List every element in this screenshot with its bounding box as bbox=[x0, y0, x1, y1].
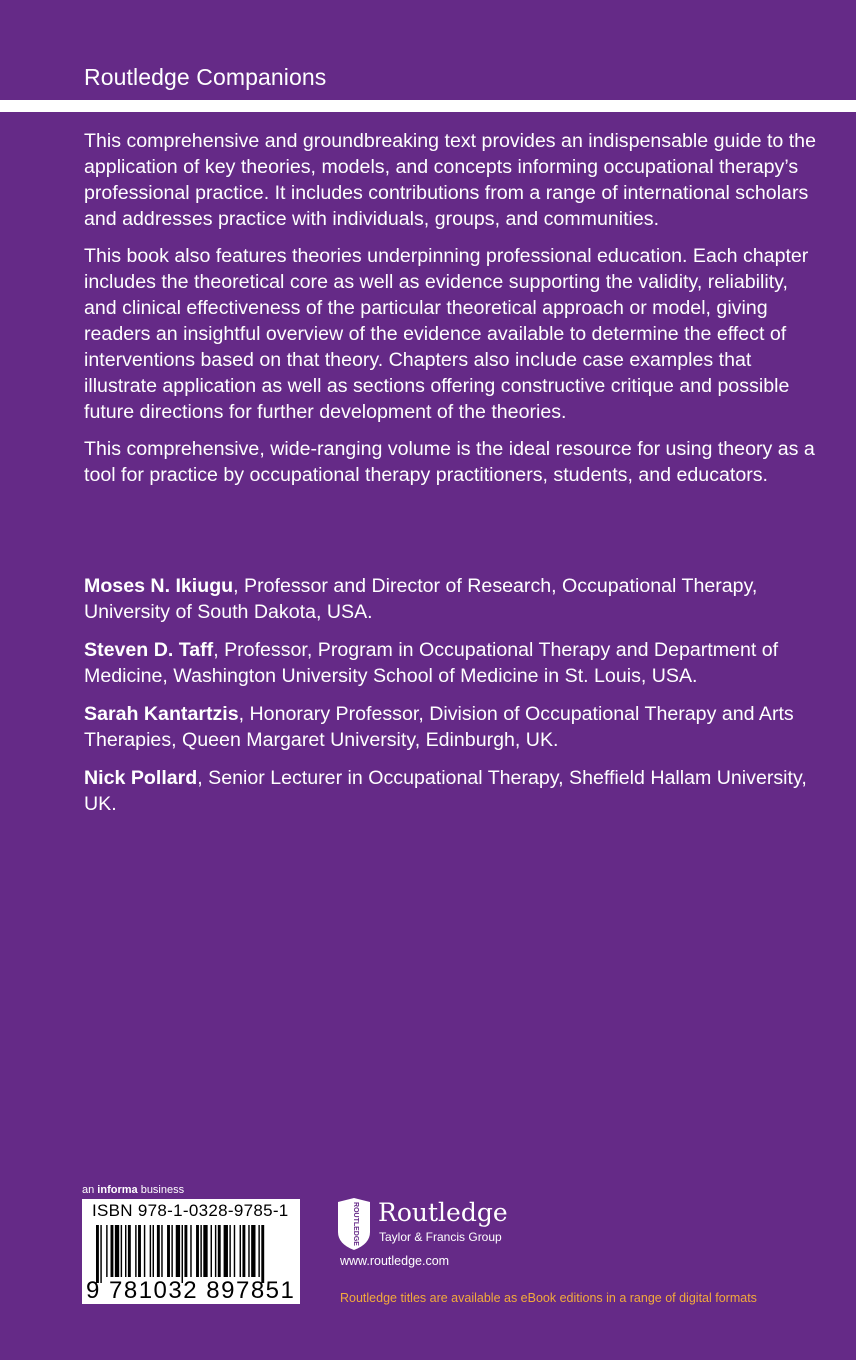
publisher-name: Routledge bbox=[378, 1198, 508, 1227]
author-name: Sarah Kantartzis bbox=[84, 703, 239, 725]
barcode-bar bbox=[96, 1225, 99, 1283]
barcode-bar bbox=[138, 1225, 141, 1277]
barcode-bar bbox=[128, 1225, 131, 1277]
barcode-bar bbox=[125, 1225, 126, 1277]
blurb bbox=[84, 128, 824, 499]
blurb-paragraph: This comprehensive and groundbreaking text provides an indispensable guide to the application of key theories, models, and concepts informing occupational therapy’s professional practice. It includes contributions from a range of international scholars and addresses practice with individuals, groups, and communities. bbox=[84, 130, 816, 230]
barcode-bar bbox=[261, 1225, 264, 1283]
series-name: Routledge Companions bbox=[84, 64, 327, 90]
barcode-bar bbox=[203, 1225, 207, 1277]
barcode-bar bbox=[242, 1225, 245, 1277]
barcode-bar bbox=[150, 1225, 151, 1277]
barcode-bar bbox=[100, 1225, 101, 1283]
author-entry bbox=[84, 765, 824, 817]
barcode-bar bbox=[121, 1225, 122, 1277]
barcode-bar bbox=[144, 1225, 145, 1277]
routledge-vertical-mark: ROUTLEDGE bbox=[352, 1202, 359, 1246]
publisher-group: Taylor & Francis Group bbox=[379, 1230, 502, 1244]
author-name: Nick Pollard bbox=[84, 767, 198, 789]
barcode-bar bbox=[153, 1225, 154, 1277]
barcode-bar bbox=[167, 1225, 170, 1277]
author-name: Moses N. Ikiugu bbox=[84, 575, 234, 597]
blurb-paragraph: This comprehensive, wide-ranging volume is the ideal resource for using theory as a tool for practice by occupational therapy practitioners, students, and educators. bbox=[84, 438, 815, 486]
barcode-bar bbox=[106, 1225, 107, 1277]
routledge-mark-icon bbox=[334, 1198, 374, 1250]
isbn-number: ISBN 978-1-0328-9785-1 bbox=[92, 1201, 289, 1220]
barcode-bar bbox=[176, 1225, 180, 1277]
barcode-bar bbox=[196, 1225, 199, 1277]
barcode-bar bbox=[200, 1225, 201, 1277]
author-entry bbox=[84, 637, 824, 689]
barcode-bar bbox=[229, 1225, 230, 1277]
barcode-bar bbox=[161, 1225, 162, 1277]
author-bio: , Senior Lecturer in Occupational Therapy, Sheffield Hallam University, UK. bbox=[84, 767, 807, 815]
barcode-bar bbox=[224, 1225, 228, 1277]
isbn-barcode bbox=[82, 1199, 300, 1304]
author-entry bbox=[84, 573, 824, 625]
barcode-bar bbox=[218, 1225, 221, 1277]
barcode-bar bbox=[111, 1225, 114, 1277]
author-bio: , Professor, Program in Occupational Therapy and Department of Medicine, Washington University School of Medicine in St. Louis, USA. bbox=[84, 639, 779, 687]
author-bio: , Professor and Director of Research, Occupational Therapy, University of South Dakota, USA. bbox=[84, 575, 758, 623]
barcode-digits: 9 781032 897851 bbox=[86, 1277, 296, 1304]
ebook-note: Routledge titles are available as eBook editions in a range of digital formats bbox=[340, 1291, 757, 1305]
barcode-bar bbox=[135, 1225, 136, 1277]
barcode-bar bbox=[215, 1225, 216, 1277]
informa-business-line: an informa business bbox=[82, 1184, 185, 1196]
author-list bbox=[84, 573, 824, 829]
informa-logo: informa bbox=[97, 1184, 138, 1196]
barcode-bar bbox=[190, 1225, 191, 1277]
white-rule bbox=[0, 100, 856, 112]
blurb-paragraph: This book also features theories underpinning professional education. Each chapter includes the theoretical core as well as evidence supporting the validity, reliability, and clinical effectiveness of the particular theoretical approach or model, giving readers an insightful overview of the evidence available to determine the effect of interventions based on that theory. Chapters also include case examples that illustrate application as well as sections offering constructive critique and possible future directions for further development of the theories. bbox=[84, 245, 809, 423]
barcode-bar bbox=[248, 1225, 249, 1277]
author-bio: , Honorary Professor, Division of Occupational Therapy and Arts Therapies, Queen Margaret University, Edinburgh, UK. bbox=[84, 703, 794, 751]
barcode-bar bbox=[115, 1225, 119, 1277]
author-name: Steven D. Taff bbox=[84, 639, 214, 661]
barcode-bar bbox=[157, 1225, 160, 1277]
barcode-bar bbox=[182, 1225, 183, 1283]
barcode-bar bbox=[184, 1225, 187, 1277]
barcode-bar bbox=[171, 1225, 172, 1277]
barcode-bar bbox=[240, 1225, 241, 1277]
barcode-bar bbox=[234, 1225, 235, 1277]
author-entry bbox=[84, 701, 824, 753]
barcode-bar bbox=[211, 1225, 212, 1277]
barcode-bar bbox=[258, 1225, 259, 1277]
barcode-bar bbox=[251, 1225, 255, 1277]
publisher-website[interactable]: www.routledge.com bbox=[340, 1254, 450, 1268]
